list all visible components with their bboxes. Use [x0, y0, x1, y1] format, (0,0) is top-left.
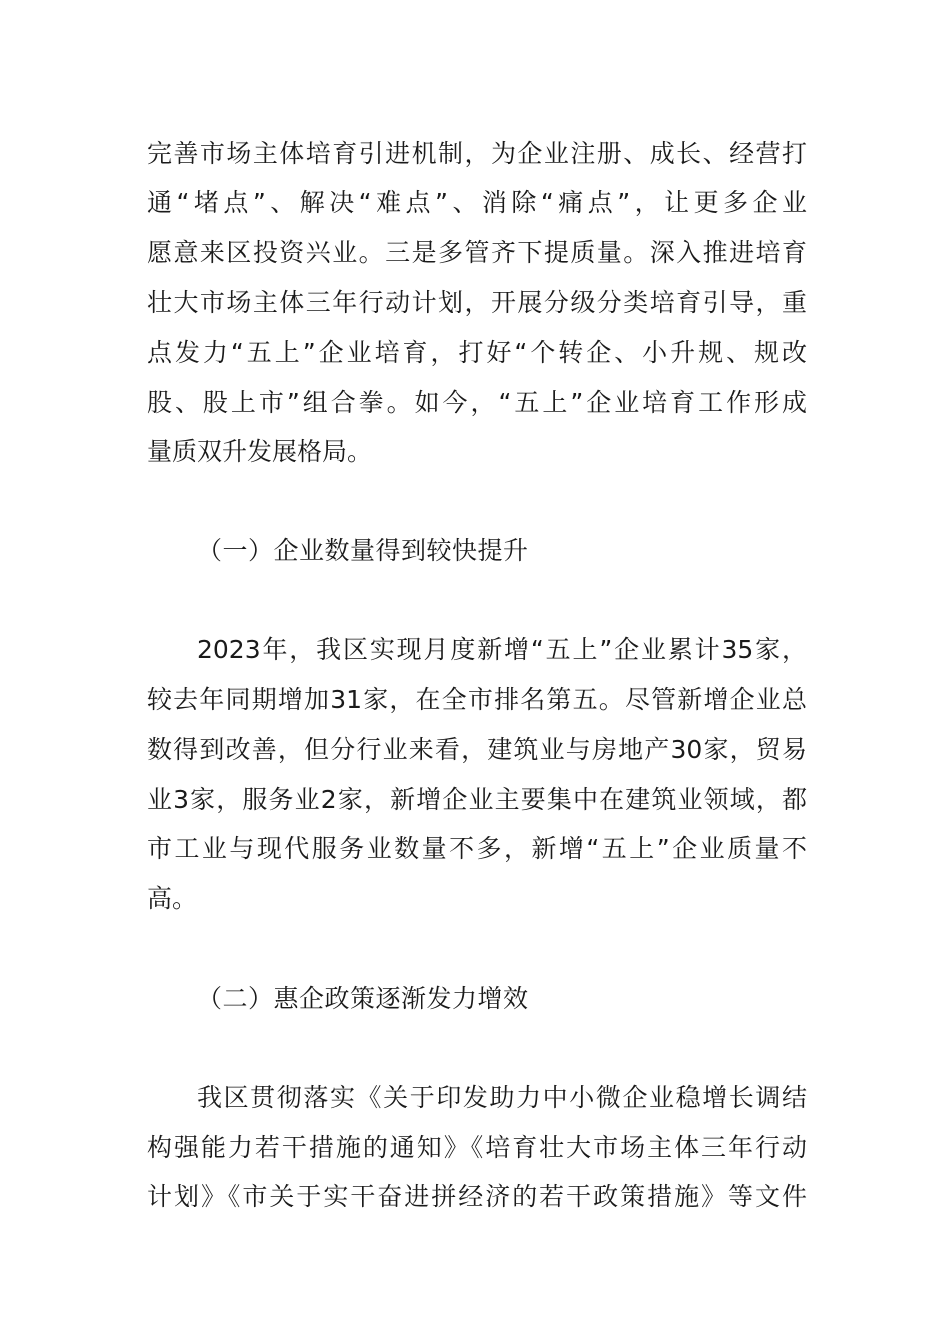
section-heading: （一）企业数量得到较快提升: [197, 536, 529, 565]
paragraph-line: 数得到改善，但分行业来看，建筑业与房地产30家，贸易: [147, 735, 807, 764]
paragraph-line: 壮大市场主体三年行动计划，开展分级分类培育引导，重: [147, 288, 807, 317]
paragraph-line: 构强能力若干措施的通知》《培育壮大市场主体三年行动: [147, 1133, 807, 1162]
paragraph-line: 愿意来区投资兴业。三是多管齐下提质量。深入推进培育: [147, 238, 807, 267]
section-heading: （二）惠企政策逐渐发力增效: [197, 984, 529, 1013]
paragraph-line: 2023年，我区实现月度新增“五上”企业累计35家，: [197, 635, 807, 664]
paragraph-line: 业3家，服务业2家，新增企业主要集中在建筑业领域，都: [147, 785, 807, 814]
paragraph-line: 量质双升发展格局。: [147, 437, 373, 466]
paragraph-line: 股、股上市”组合拳。如今，“五上”企业培育工作形成: [147, 388, 807, 417]
paragraph-line: 较去年同期增加31家，在全市排名第五。尽管新增企业总: [147, 685, 807, 714]
paragraph-line: 完善市场主体培育引进机制，为企业注册、成长、经营打: [147, 139, 807, 168]
paragraph-line: 计划》《市关于实干奋进拼经济的若干政策措施》等文件: [147, 1182, 807, 1211]
paragraph-line: 市工业与现代服务业数量不多，新增“五上”企业质量不: [147, 834, 807, 863]
paragraph-line: 高。: [147, 884, 198, 913]
paragraph-line: 通“堵点”、解决“难点”、消除“痛点”，让更多企业: [147, 188, 807, 217]
paragraph-line: 我区贯彻落实《关于印发助力中小微企业稳增长调结: [197, 1083, 807, 1112]
paragraph-line: 点发力“五上”企业培育，打好“个转企、小升规、规改: [147, 338, 807, 367]
